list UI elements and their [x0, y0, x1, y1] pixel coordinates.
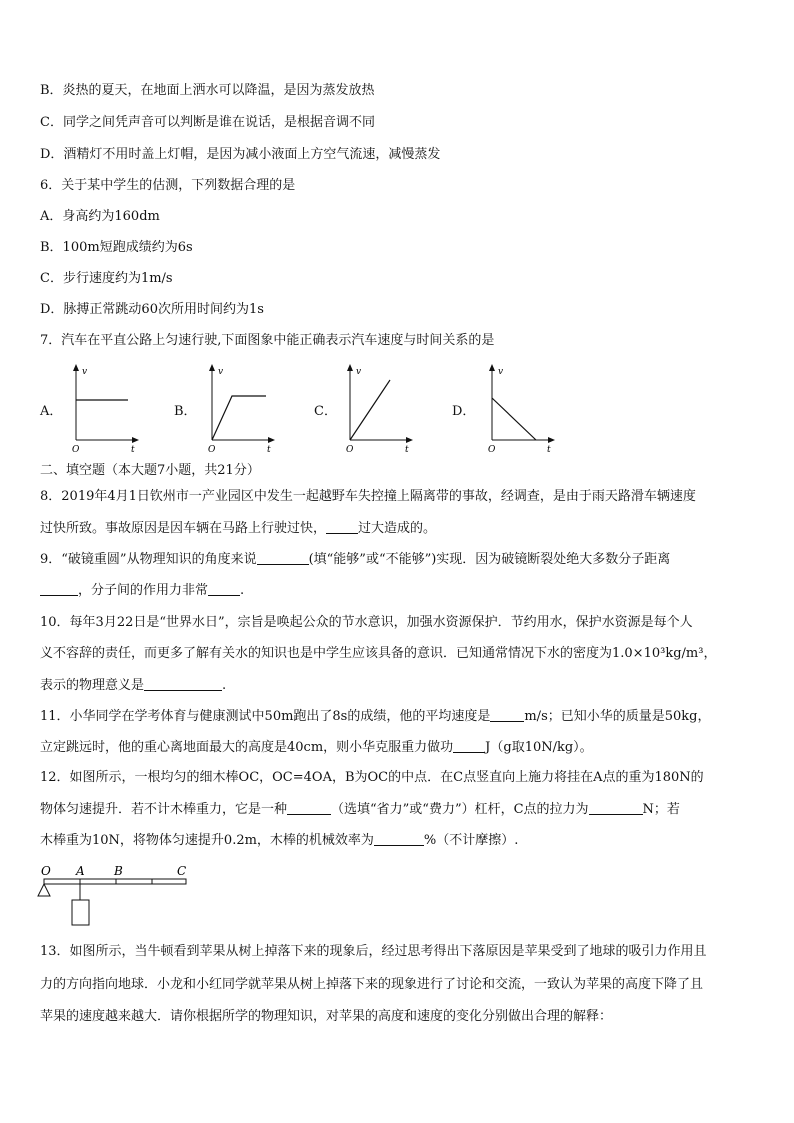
q12-label-o: O — [41, 864, 51, 878]
q6-stem: 6．关于某中学生的估测，下列数据合理的是 — [40, 178, 296, 193]
q8-text-a: 过快所致。事故原因是因车辆在马路上行驶过快， — [40, 521, 327, 536]
q7-graph-c — [342, 362, 414, 454]
q12-text-d: 木棒重为10N，将物体匀速提升0.2m，木棒的机械效率为 — [40, 833, 374, 848]
q6-option-c: C．步行速度约为1m/s — [40, 271, 173, 286]
q5-option-d: D．酒精灯不用时盖上灯帽，是因为减小液面上方空气流速，减慢蒸发 — [40, 147, 441, 162]
q7-c-axis-t: t — [405, 445, 409, 454]
q12-answer-blank-1[interactable] — [287, 800, 331, 815]
q13-line3: 苹果的速度越来越大．请你根据所学的物理知识，对苹果的高度和速度的变化分别做出合理的解释： — [40, 1009, 613, 1024]
q7-c-axis-v: v — [356, 367, 362, 377]
q10-text-b: . — [222, 678, 227, 693]
q7-option-c-label: C． — [314, 404, 337, 419]
q7-a-origin: O — [72, 445, 80, 454]
q12-text-e: %（不计摩擦）. — [423, 833, 519, 848]
q12-line1: 12．如图所示，一根均匀的细木棒OC，OC=4OA，B为OC的中点．在C点竖直向上施力将挂在A点的重为180N的 — [40, 770, 704, 785]
q8-line1: 8．2019年4月1日钦州市一产业园区中发生一起越野车失控撞上隔离带的事故，经调查，是由于雨天路滑车辆速度 — [40, 489, 696, 504]
q9-answer-blank-3[interactable] — [208, 581, 240, 596]
q11-answer-blank-2[interactable] — [453, 738, 485, 753]
q6-option-d: D．脉搏正常跳动60次所用时间约为1s — [40, 302, 264, 317]
section-heading-fill-in: 二、填空题（本大题7小题，共21分） — [40, 463, 260, 478]
q11-line2 — [40, 738, 593, 757]
q7-stem: 7．汽车在平直公路上匀速行驶,下面图象中能正确表示汽车速度与时间关系的是 — [40, 333, 495, 348]
q12-label-a: A — [76, 864, 85, 878]
q9-answer-blank-2[interactable] — [40, 581, 78, 596]
q12-answer-blank-2[interactable] — [589, 800, 643, 815]
q12-line3 — [40, 831, 518, 850]
q12-lever-figure — [36, 862, 196, 930]
q8-line2 — [40, 519, 436, 538]
q11-text-a: 11．小华同学在学考体育与健康测试中50m跑出了8s的成绩，他的平均速度是 — [40, 709, 491, 724]
q10-line1: 10．每年3月22日是“世界水日”，宗旨是唤起公众的节水意识，加强水资源保护．节约用水，保护水资源是每个人 — [40, 615, 693, 630]
q7-d-axis-v: v — [498, 367, 504, 377]
q7-graph-a — [68, 362, 140, 454]
q7-a-axis-v: v — [82, 367, 88, 377]
q6-option-a: A．身高约为160dm — [40, 209, 160, 224]
q5-option-c: C．同学之间凭声音可以判断是谁在说话，是根据音调不同 — [40, 115, 375, 130]
q7-d-origin: O — [488, 445, 496, 454]
q11-text-d: J（g取10N/kg）。 — [485, 740, 593, 755]
q9-line2 — [40, 581, 244, 600]
q9-text-d: . — [240, 583, 245, 598]
q13-line2: 力的方向指向地球．小龙和小红同学就苹果从树上掉落下来的现象进行了讨论和交流，一致认为苹果的高度下降了且 — [40, 977, 704, 992]
q7-b-axis-t: t — [267, 445, 271, 454]
q6-option-b: B．100m短跑成绩约为6s — [40, 240, 193, 255]
q7-b-axis-v: v — [218, 367, 224, 377]
q8-answer-blank[interactable] — [326, 519, 358, 534]
q10-line3 — [40, 676, 226, 695]
q12-text-b: （选填“省力”或“费力”）杠杆，C点的拉力为 — [331, 802, 589, 817]
q11-line1 — [40, 707, 710, 726]
q7-graph-b — [204, 362, 276, 454]
q7-option-b-label: B． — [174, 404, 197, 419]
q5-option-b: B．炎热的夏天，在地面上洒水可以降温，是因为蒸发放热 — [40, 83, 375, 98]
q9-answer-blank-1[interactable] — [257, 550, 309, 565]
q10-answer-blank[interactable] — [144, 676, 222, 691]
q8-text-b: 过大造成的。 — [358, 521, 437, 536]
q7-a-axis-t: t — [131, 445, 135, 454]
q12-label-c: C — [177, 864, 187, 878]
q11-text-c: 立定跳远时，他的重心离地面最大的高度是40cm，则小华克服重力做功 — [40, 740, 454, 755]
q7-d-axis-t: t — [547, 445, 551, 454]
q11-answer-blank-1[interactable] — [490, 707, 524, 722]
q12-label-b: B — [114, 864, 123, 878]
q9-text-b: (填“能够”或“不能够”)实现．因为破镜断裂处绝大多数分子距离 — [308, 552, 671, 567]
q10-line2: 义不容辞的责任，而更多了解有关水的知识也是中学生应该具备的意识．已知通常情况下水的密度为1.0×10³kg/m³， — [40, 646, 717, 661]
q7-b-origin: O — [208, 445, 216, 454]
q12-line2 — [40, 800, 680, 819]
q7-option-a-label: A． — [40, 404, 63, 419]
q9-line1 — [40, 550, 670, 569]
q12-text-c: N；若 — [642, 802, 680, 817]
q7-graph-d — [484, 362, 556, 454]
q7-c-origin: O — [346, 445, 354, 454]
q12-text-a: 物体匀速提升．若不计木棒重力，它是一种 — [40, 802, 288, 817]
q10-text-a: 表示的物理意义是 — [40, 678, 145, 693]
q13-line1: 13．如图所示，当牛顿看到苹果从树上掉落下来的现象后，经过思考得出下落原因是苹果受到了地球的吸引力作用且 — [40, 944, 707, 959]
q7-option-d-label: D． — [452, 404, 476, 419]
q9-text-a: 9．“破镜重圆”从物理知识的角度来说 — [40, 552, 257, 567]
q11-text-b: m/s；已知小华的质量是50kg， — [524, 709, 711, 724]
q12-answer-blank-3[interactable] — [374, 831, 424, 846]
q9-text-c: ，分子间的作用力非常 — [78, 583, 209, 598]
